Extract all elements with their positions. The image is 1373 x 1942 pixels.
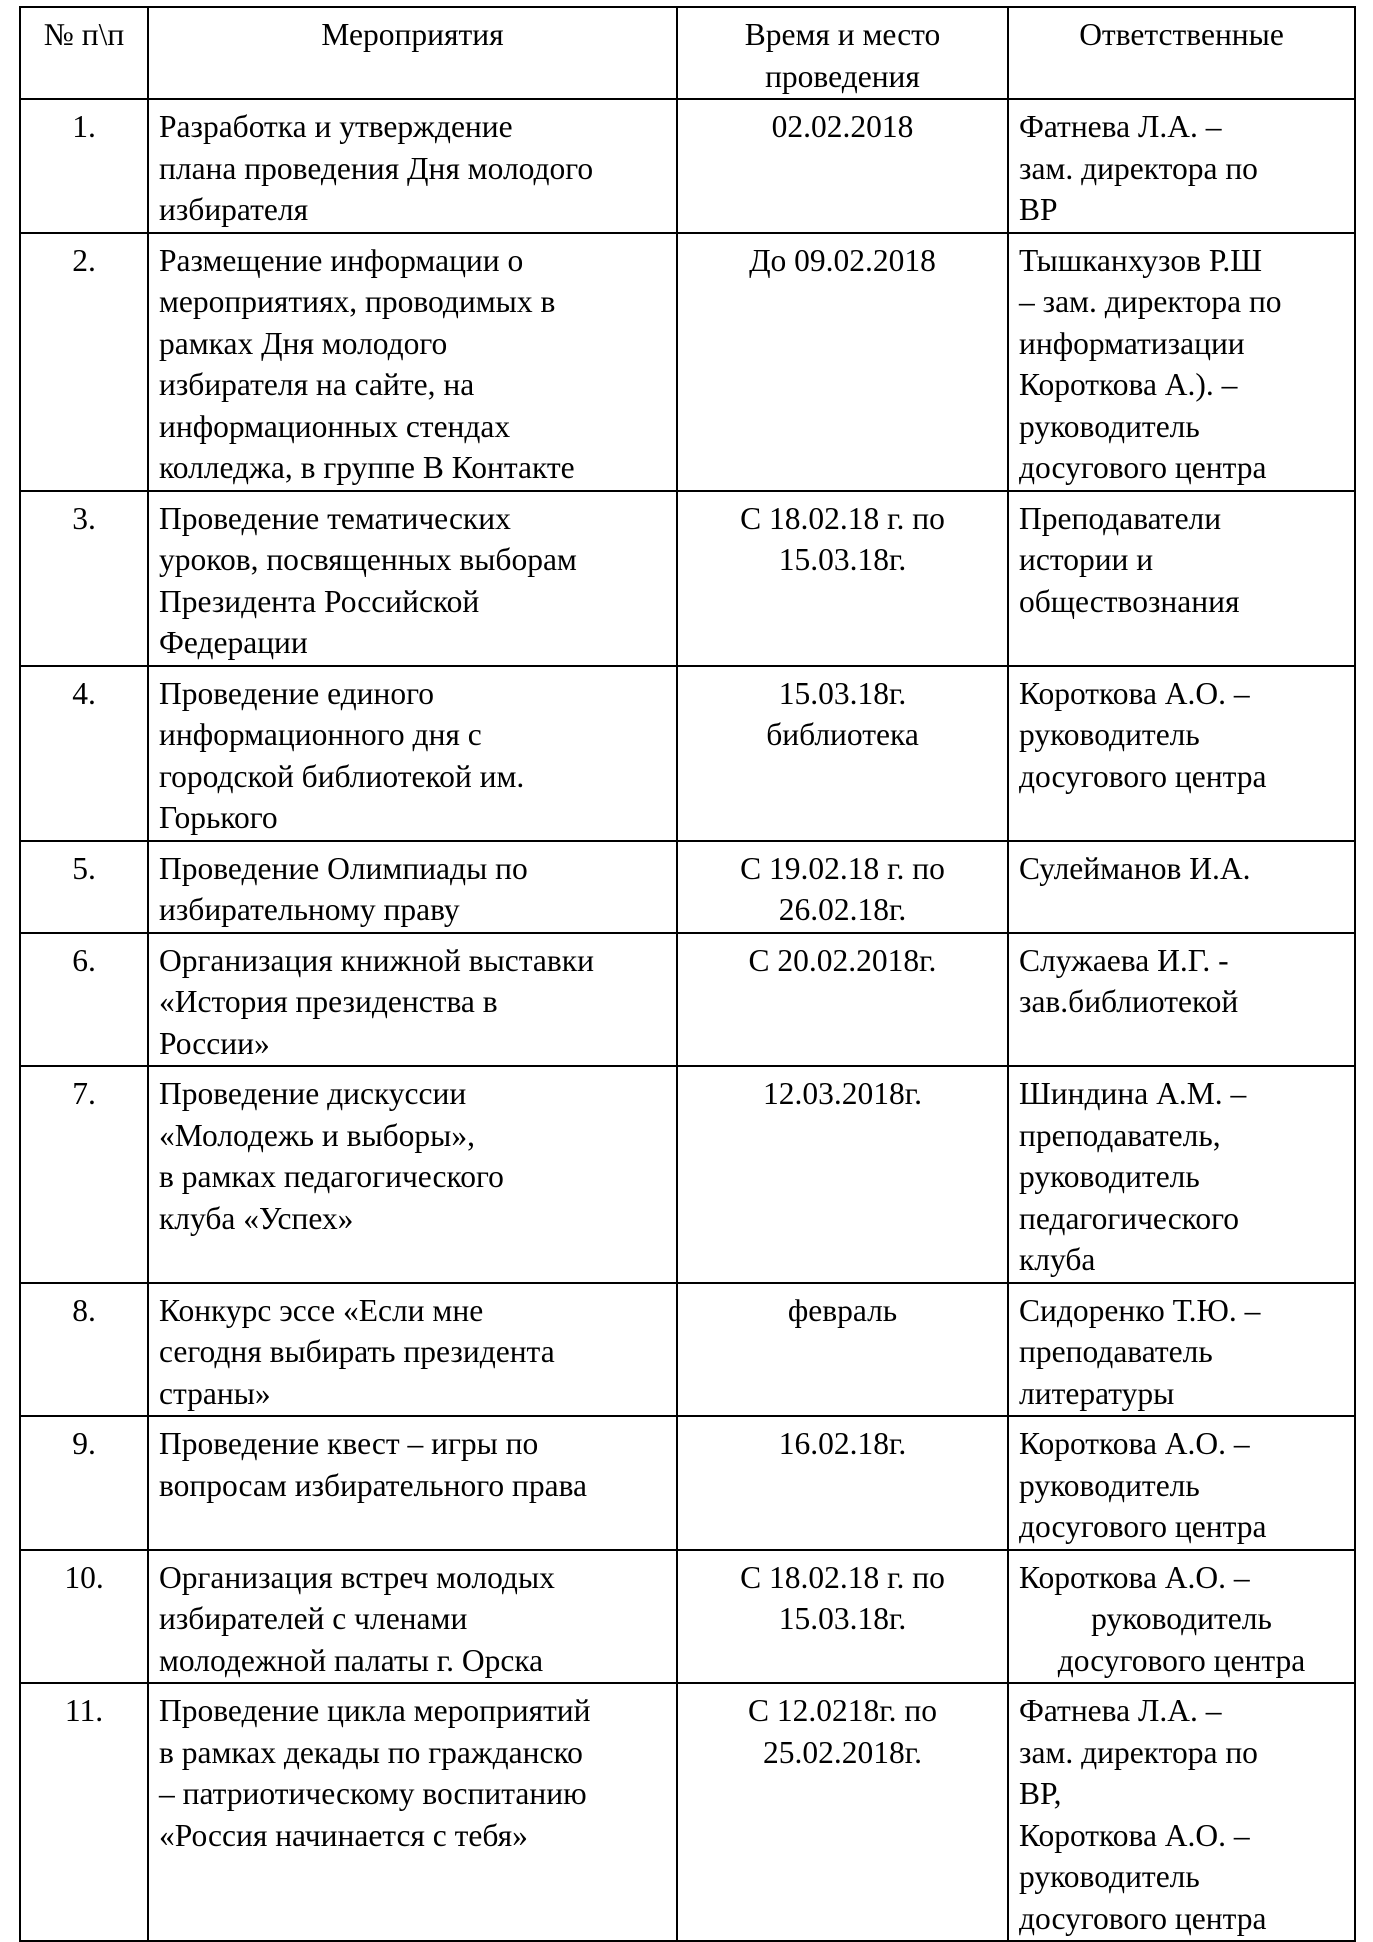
row-number-cell <box>20 1683 148 1941</box>
cell-text-line: клуба «Успех» <box>159 1200 354 1236</box>
event-cell <box>148 841 677 933</box>
time-place-cell <box>677 841 1008 933</box>
cell-text-line: мероприятиях, проводимых в <box>159 284 556 319</box>
cell-text-line: 5. <box>72 850 96 886</box>
cell-text-line: колледжа, в группе В Контакте <box>159 450 575 485</box>
cell-text-line: 25.02.2018г. <box>763 1734 922 1770</box>
responsible-cell <box>1008 1283 1355 1417</box>
cell-text-line: сегодня выбирать президента <box>159 1334 555 1369</box>
cell-text-line: досугового центра <box>1019 1900 1267 1936</box>
cell-text-line: 02.02.2018 <box>771 109 914 144</box>
cell-text-line: досугового центра <box>1019 758 1267 794</box>
cell-text-line: 2. <box>72 242 96 278</box>
cell-text-line: информатизации <box>1019 325 1245 361</box>
cell-text-line: страны» <box>159 1375 271 1411</box>
cell-text-line: литературы <box>1019 1375 1175 1411</box>
cell-text-line: избирательному праву <box>159 892 460 927</box>
cell-text-line: уроков, посвященных выборам <box>159 542 577 577</box>
responsible-cell <box>1008 233 1355 491</box>
responsible-cell <box>1008 841 1355 933</box>
cell-text-line: плана проведения Дня молодого <box>159 150 594 186</box>
cell-text-line: информационных стендах <box>159 408 511 444</box>
cell-text-line: Короткова А.О. – <box>1019 675 1250 711</box>
header-responsible: Ответственные <box>1008 7 1355 99</box>
cell-text-line: педагогического <box>1019 1200 1240 1236</box>
row-number-cell <box>20 1416 148 1550</box>
responsible-cell <box>1008 99 1355 233</box>
table-row <box>20 841 1355 933</box>
cell-text-line: С 18.02.18 г. по <box>740 1559 945 1595</box>
table-row <box>20 99 1355 233</box>
cell-text-line: Президента Российской <box>159 583 480 619</box>
cell-text-line: руководитель <box>1019 717 1200 752</box>
row-number-cell <box>20 1283 148 1417</box>
cell-text-line: избирателей с членами <box>159 1601 468 1636</box>
table-row <box>20 1066 1355 1283</box>
cell-text-line: Горького <box>159 800 278 835</box>
cell-text-line: Организация книжной выставки <box>159 942 594 978</box>
cell-text-line: ВР <box>1019 192 1058 227</box>
row-number-cell <box>20 841 148 933</box>
cell-text-line: вопросам избирательного права <box>159 1467 588 1503</box>
cell-text-line: преподаватель <box>1019 1334 1213 1369</box>
time-place-cell <box>677 1683 1008 1941</box>
cell-text-line: Проведение Олимпиады по <box>159 850 528 886</box>
cell-text-line: «Россия начинается с тебя» <box>159 1817 528 1853</box>
cell-text-line: Шиндина А.М. – <box>1019 1076 1247 1111</box>
cell-text-line: 4. <box>72 675 96 711</box>
cell-text-line: Конкурс эссе «Если мне <box>159 1292 484 1328</box>
cell-text-line: ВР, <box>1019 1776 1062 1811</box>
cell-text-line: Проведение тематических <box>159 500 511 536</box>
cell-text-line: С 12.0218г. по <box>748 1693 937 1728</box>
event-cell <box>148 99 677 233</box>
header-time-place: Время и место проведения <box>677 7 1008 99</box>
row-number-cell <box>20 491 148 666</box>
cell-text-line: февраль <box>787 1292 898 1328</box>
cell-text-line: 16.02.18г. <box>778 1426 907 1461</box>
cell-text-line: «История президенства в <box>159 984 498 1019</box>
row-number-cell <box>20 1550 148 1684</box>
cell-text-line: Короткова А.О. – <box>1019 1559 1250 1595</box>
cell-text-line: Фатнева Л.А. – <box>1019 1693 1222 1728</box>
responsible-cell <box>1008 1550 1355 1684</box>
cell-text-line: 8. <box>72 1292 96 1328</box>
cell-text-line: – зам. директора по <box>1019 284 1282 319</box>
cell-text-line: зам. директора по <box>1019 1734 1258 1770</box>
cell-text-line: Фатнева Л.А. – <box>1019 109 1222 144</box>
event-plan-table <box>19 6 1356 1942</box>
cell-text-line: 6. <box>72 942 96 978</box>
cell-text-line: 15.03.18г. <box>778 675 907 711</box>
event-cell <box>148 1550 677 1684</box>
header-number: № п\п <box>20 7 148 99</box>
cell-text-line: руководитель <box>1019 408 1200 444</box>
event-plan-document <box>19 6 1354 1942</box>
cell-text-line: 15.03.18г. <box>778 542 907 577</box>
row-number-cell <box>20 1066 148 1283</box>
cell-text-line: Проведение цикла мероприятий <box>159 1693 591 1728</box>
cell-text-line: зав.библиотекой <box>1019 984 1239 1019</box>
cell-text-line: С 20.02.2018г. <box>748 942 937 978</box>
cell-text-line: России» <box>159 1025 270 1061</box>
table-row <box>20 491 1355 666</box>
event-cell <box>148 933 677 1067</box>
event-cell <box>148 666 677 841</box>
responsible-cell <box>1008 1066 1355 1283</box>
time-place-cell <box>677 666 1008 841</box>
table-header <box>20 7 1355 99</box>
event-cell <box>148 1683 677 1941</box>
cell-text-line: Короткова А.). – <box>1019 367 1238 402</box>
cell-text-line: обществознания <box>1019 583 1240 619</box>
cell-text-line: Преподаватели <box>1019 500 1222 536</box>
cell-text-line: 12.03.2018г. <box>763 1076 922 1111</box>
cell-text-line: в рамках педагогического <box>159 1159 504 1194</box>
header-events: Мероприятия <box>148 7 677 99</box>
cell-text-line: городской библиотекой им. <box>159 758 525 794</box>
table-body <box>20 99 1355 1941</box>
cell-text-line: Размещение информации о <box>159 242 524 278</box>
cell-text-line: зам. директора по <box>1019 150 1258 186</box>
cell-text-line: 7. <box>72 1076 96 1111</box>
cell-text-line: Федерации <box>159 625 308 660</box>
cell-text-line: Проведение единого <box>159 675 435 711</box>
table-row <box>20 933 1355 1067</box>
cell-text-line: руководитель <box>1019 1159 1200 1194</box>
time-place-cell <box>677 1283 1008 1417</box>
table-row <box>20 1283 1355 1417</box>
event-cell <box>148 233 677 491</box>
time-place-cell <box>677 1066 1008 1283</box>
cell-text-line: досугового центра <box>1057 1642 1306 1678</box>
cell-text-line: избирателя <box>159 192 309 227</box>
cell-text-line: Короткова А.О. – <box>1019 1817 1250 1853</box>
cell-text-line: рамках Дня молодого <box>159 325 448 361</box>
cell-text-line: избирателя на сайте, на <box>159 367 475 402</box>
cell-text-line: Разработка и утверждение <box>159 109 513 144</box>
time-place-cell <box>677 233 1008 491</box>
cell-text-line: 10. <box>64 1559 104 1595</box>
time-place-cell <box>677 1416 1008 1550</box>
cell-text-line: руководитель <box>1019 1467 1200 1503</box>
time-place-cell <box>677 933 1008 1067</box>
event-cell <box>148 1066 677 1283</box>
cell-text-line: С 19.02.18 г. по <box>740 850 945 886</box>
cell-text-line: истории и <box>1019 542 1154 577</box>
cell-text-line: руководитель <box>1019 1859 1200 1894</box>
cell-text-line: в рамках декады по гражданско <box>159 1734 583 1770</box>
cell-text-line: Тышканхузов Р.Ш <box>1019 242 1263 278</box>
responsible-cell <box>1008 666 1355 841</box>
cell-text-line: библиотека <box>766 717 919 752</box>
cell-text-line: С 18.02.18 г. по <box>740 500 945 536</box>
responsible-cell <box>1008 1416 1355 1550</box>
cell-text-line: досугового центра <box>1019 450 1267 485</box>
cell-text-line: преподаватель, <box>1019 1117 1221 1153</box>
cell-text-line: информационного дня с <box>159 717 482 752</box>
cell-text-line: 15.03.18г. <box>778 1601 907 1636</box>
table-row <box>20 1683 1355 1941</box>
cell-text-line: 9. <box>72 1426 96 1461</box>
table-row <box>20 1550 1355 1684</box>
cell-text-line: До 09.02.2018 <box>749 242 936 278</box>
table-row <box>20 1416 1355 1550</box>
table-row <box>20 666 1355 841</box>
header-row <box>20 7 1355 99</box>
cell-text-line: 3. <box>72 500 96 536</box>
time-place-cell <box>677 99 1008 233</box>
responsible-cell <box>1008 1683 1355 1941</box>
time-place-cell <box>677 491 1008 666</box>
cell-text-line: клуба <box>1019 1242 1096 1277</box>
cell-text-line: руководитель <box>1091 1601 1272 1636</box>
cell-text-line: 26.02.18г. <box>778 892 907 927</box>
event-cell <box>148 1416 677 1550</box>
cell-text-line: Сидоренко Т.Ю. – <box>1019 1292 1261 1328</box>
cell-text-line: Проведение дискуссии <box>159 1076 467 1111</box>
cell-text-line: Короткова А.О. – <box>1019 1426 1250 1461</box>
responsible-cell <box>1008 491 1355 666</box>
cell-text-line: «Молодежь и выборы», <box>159 1117 475 1153</box>
cell-text-line: досугового центра <box>1019 1509 1267 1544</box>
row-number-cell <box>20 99 148 233</box>
row-number-cell <box>20 233 148 491</box>
responsible-cell <box>1008 933 1355 1067</box>
cell-text-line: молодежной палаты г. Орска <box>159 1642 544 1678</box>
time-place-cell <box>677 1550 1008 1684</box>
cell-text-line: 11. <box>64 1693 104 1728</box>
row-number-cell <box>20 933 148 1067</box>
event-cell <box>148 1283 677 1417</box>
cell-text-line: 1. <box>72 109 96 144</box>
event-cell <box>148 491 677 666</box>
cell-text-line: – патриотическому воспитанию <box>159 1776 587 1811</box>
cell-text-line: Проведение квест – игры по <box>159 1426 539 1461</box>
row-number-cell <box>20 666 148 841</box>
cell-text-line: Служаева И.Г. - <box>1019 942 1229 978</box>
cell-text-line: Организация встреч молодых <box>159 1559 555 1595</box>
table-row <box>20 233 1355 491</box>
cell-text-line: Сулейманов И.А. <box>1019 850 1251 886</box>
